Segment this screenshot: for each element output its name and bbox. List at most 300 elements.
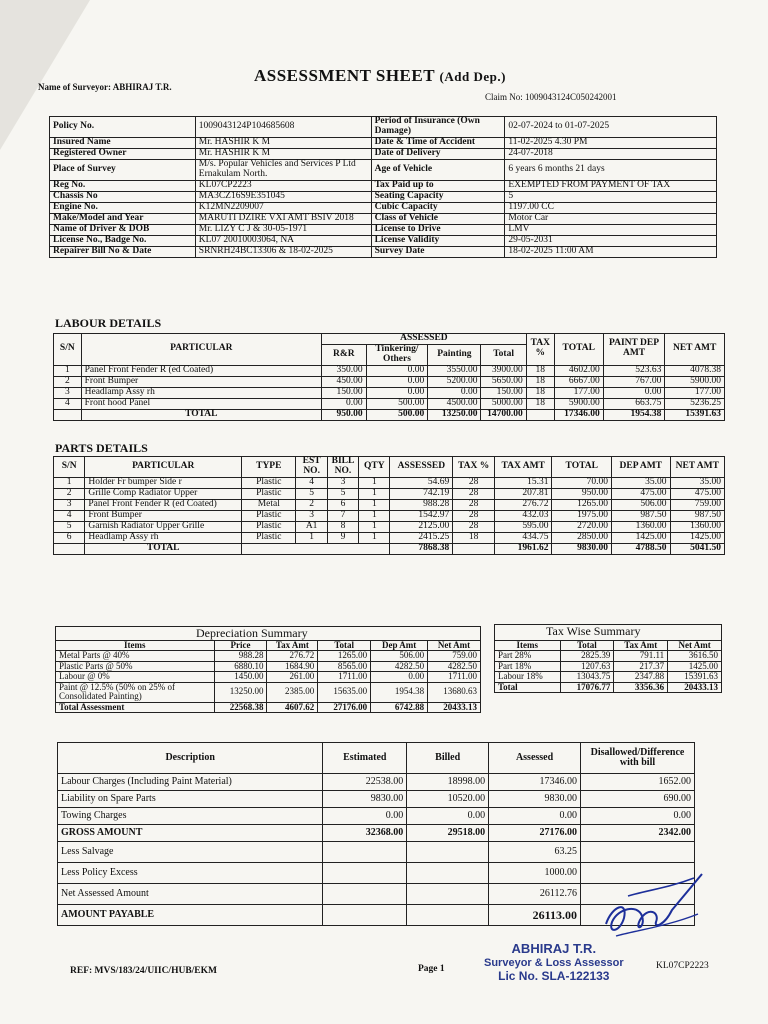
parts-cell: 3 [327, 477, 358, 488]
parts-cell: 1975.00 [552, 510, 612, 521]
dep-col-header: Dep Amt [371, 641, 428, 651]
summary-cell: Less Policy Excess [58, 863, 323, 884]
labour-cell: 1 [54, 365, 82, 376]
summary-cell [407, 884, 489, 905]
parts-cell: 6 [327, 499, 358, 510]
summary-col-header: Assessed [489, 743, 581, 774]
labour-cell: 663.75 [603, 398, 665, 409]
summary-cell: 1652.00 [581, 774, 695, 791]
labour-cell: Front Bumper [81, 376, 321, 387]
summary-cell [323, 884, 407, 905]
labour-total-cell: 17346.00 [554, 409, 603, 420]
parts-cell: 15.31 [494, 477, 551, 488]
labour-col-sn: S/N [54, 334, 82, 366]
labour-cell: 350.00 [321, 365, 366, 376]
info-label-left: Place of Survey [50, 159, 196, 180]
dep-col-header: Total [318, 641, 371, 651]
summary-cell: 63.25 [489, 842, 581, 863]
info-label-left: License No., Badge No. [50, 235, 196, 246]
parts-cell: Grille Comp Radiator Upper [85, 488, 242, 499]
summary-cell: 32368.00 [323, 825, 407, 842]
labour-col-rr: R&R [321, 344, 366, 365]
dep-col-header: Price [214, 641, 267, 651]
depreciation-summary-caption: Depreciation Summary [196, 626, 308, 640]
parts-cell: Plastic [242, 510, 296, 521]
info-value-left: Mr. LIZY C J & 30-05-1971 [195, 224, 371, 235]
info-value-left: MARUTI DZIRE VXI AMT BSIV 2018 [195, 213, 371, 224]
labour-cell: Panel Front Fender R (ed Coated) [81, 365, 321, 376]
summary-cell: 29518.00 [407, 825, 489, 842]
tax-row [495, 672, 722, 682]
labour-col-net: NET AMT [665, 334, 725, 366]
summary-cell: 0.00 [489, 808, 581, 825]
dep-cell: 1684.90 [267, 661, 318, 671]
depreciation-summary-table [55, 640, 481, 713]
parts-cell: 2125.00 [390, 521, 453, 532]
dep-cell: 20433.13 [428, 702, 481, 712]
info-label-right: Age of Vehicle [371, 159, 505, 180]
parts-total-spacer [242, 543, 390, 554]
dep-cell: 1711.00 [428, 672, 481, 682]
labour-col-tinkering: Tinkering/ Others [366, 344, 428, 365]
dep-cell: 6742.88 [371, 702, 428, 712]
summary-cell: 2342.00 [581, 825, 695, 842]
info-label-right: Class of Vehicle [371, 213, 505, 224]
info-row [50, 180, 717, 191]
labour-cell: 3900.00 [481, 365, 526, 376]
info-value-right: LMV [505, 224, 717, 235]
parts-col-header: TAX AMT [494, 457, 551, 478]
dep-cell: 4282.50 [371, 661, 428, 671]
parts-cell: 28 [453, 521, 495, 532]
info-value-right: 1197.00 CC [505, 202, 717, 213]
parts-row [54, 477, 725, 488]
stamp-license: Lic No. SLA-122133 [498, 968, 610, 983]
parts-cell: 1425.00 [670, 532, 724, 543]
dep-row [56, 661, 481, 671]
parts-cell: Plastic [242, 521, 296, 532]
labour-col-assessed: ASSESSED [321, 334, 526, 345]
parts-cell: 18 [453, 532, 495, 543]
dep-cell: 6880.10 [214, 661, 267, 671]
parts-cell: 1 [296, 532, 327, 543]
dep-cell: 13680.63 [428, 682, 481, 702]
tax-cell: 13043.75 [560, 672, 614, 682]
labour-total-cell: 1954.38 [603, 409, 665, 420]
dep-cell: 506.00 [371, 651, 428, 661]
summary-row [58, 791, 695, 808]
summary-col-header: Billed [407, 743, 489, 774]
info-label-left: Policy No. [50, 117, 196, 138]
info-value-right: Motor Car [505, 213, 717, 224]
dep-cell: Labour @ 0% [56, 672, 215, 682]
parts-cell: 759.00 [670, 499, 724, 510]
tax-cell: Labour 18% [495, 672, 561, 682]
summary-cell: 0.00 [581, 808, 695, 825]
tax-col-header: Net Amt [668, 641, 722, 651]
info-row [50, 213, 717, 224]
parts-cell: 276.72 [494, 499, 551, 510]
parts-cell: 28 [453, 510, 495, 521]
summary-cell: 0.00 [407, 808, 489, 825]
parts-row [54, 532, 725, 543]
summary-row [58, 774, 695, 791]
dep-cell: 1954.38 [371, 682, 428, 702]
info-label-right: Seating Capacity [371, 191, 505, 202]
info-label-left: Chassis No [50, 191, 196, 202]
dep-cell: 276.72 [267, 651, 318, 661]
surveyor-stamp [484, 942, 624, 983]
labour-cell: 3 [54, 387, 82, 398]
tax-cell: 1207.63 [560, 661, 614, 671]
info-row [50, 235, 717, 246]
info-label-left: Reg No. [50, 180, 196, 191]
labour-total-blank [54, 409, 82, 420]
summary-cell: Less Salvage [58, 842, 323, 863]
labour-col-painting: Painting [428, 344, 481, 365]
parts-col-header: S/N [54, 457, 85, 478]
dep-cell: 27176.00 [318, 702, 371, 712]
labour-row [54, 387, 725, 398]
parts-cell: 7 [327, 510, 358, 521]
labour-cell: 4 [54, 398, 82, 409]
parts-col-header: TYPE [242, 457, 296, 478]
summary-cell: 9830.00 [489, 791, 581, 808]
parts-cell: 1265.00 [552, 499, 612, 510]
tax-cell: Part 28% [495, 651, 561, 661]
info-label-left: Insured Name [50, 137, 196, 148]
info-label-left: Make/Model and Year [50, 213, 196, 224]
tax-cell: 3356.36 [614, 682, 668, 692]
labour-cell: 2 [54, 376, 82, 387]
parts-cell: 1360.00 [670, 521, 724, 532]
dep-row [56, 682, 481, 702]
summary-cell: 17346.00 [489, 774, 581, 791]
tax-cell: 20433.13 [668, 682, 722, 692]
info-value-right: 02-07-2024 to 01-07-2025 [505, 117, 717, 138]
dep-cell: 759.00 [428, 651, 481, 661]
parts-total-tax-blank [453, 543, 495, 554]
dep-cell: 2385.00 [267, 682, 318, 702]
summary-cell [407, 863, 489, 884]
labour-col-tax: TAX % [526, 334, 554, 366]
labour-cell: 523.63 [603, 365, 665, 376]
summary-col-header: Description [58, 743, 323, 774]
summary-cell [581, 842, 695, 863]
summary-cell [323, 905, 407, 926]
info-value-right: EXEMPTED FROM PAYMENT OF TAX [505, 180, 717, 191]
dep-cell: 1265.00 [318, 651, 371, 661]
parts-cell: 35.00 [612, 477, 671, 488]
parts-cell: 1425.00 [612, 532, 671, 543]
info-label-right: Cubic Capacity [371, 202, 505, 213]
labour-total-label: TOTAL [81, 409, 321, 420]
tax-cell: 1425.00 [668, 661, 722, 671]
parts-cell: 2850.00 [552, 532, 612, 543]
parts-cell: 2 [54, 488, 85, 499]
parts-cell: 950.00 [552, 488, 612, 499]
labour-total-cell [526, 409, 554, 420]
dep-cell: Metal Parts @ 40% [56, 651, 215, 661]
stamp-role: Surveyor & Loss Assessor [484, 956, 624, 969]
info-value-left: SRNRH24BC13306 & 18-02-2025 [195, 246, 371, 257]
info-value-left: M/s. Popular Vehicles and Services P Ltd Ernakulam North. [195, 159, 371, 180]
parts-row [54, 488, 725, 499]
parts-cell: 2720.00 [552, 521, 612, 532]
info-row [50, 137, 717, 148]
parts-cell: 70.00 [552, 477, 612, 488]
parts-total-row [54, 543, 725, 554]
dep-row [56, 672, 481, 682]
parts-cell: 1 [359, 499, 390, 510]
parts-cell: 1 [359, 477, 390, 488]
parts-cell: 2415.25 [390, 532, 453, 543]
dep-total-row [56, 702, 481, 712]
info-value-right: 11-02-2025 4.30 PM [505, 137, 717, 148]
tax-cell: 3616.50 [668, 651, 722, 661]
labour-cell: 0.00 [321, 398, 366, 409]
claim-number: Claim No: 1009043124C050242001 [485, 92, 617, 102]
tax-cell: 2347.88 [614, 672, 668, 682]
labour-total-row [54, 409, 725, 420]
summary-row [58, 808, 695, 825]
labour-cell: 0.00 [366, 376, 428, 387]
labour-cell: 500.00 [366, 398, 428, 409]
parts-cell: 475.00 [670, 488, 724, 499]
dep-cell: 22568.38 [214, 702, 267, 712]
info-label-right: Period of Insurance (Own Damage) [371, 117, 505, 138]
dep-col-header: Net Amt [428, 641, 481, 651]
labour-cell: 177.00 [665, 387, 725, 398]
labour-cell: 4602.00 [554, 365, 603, 376]
parts-cell: 3 [296, 510, 327, 521]
dep-cell: 8565.00 [318, 661, 371, 671]
depreciation-caption-box [55, 626, 481, 640]
info-value-left: Mr. HASHIR K M [195, 148, 371, 159]
dep-cell: Plastic Parts @ 50% [56, 661, 215, 671]
parts-col-header: BILL NO. [327, 457, 358, 478]
summary-col-header: Disallowed/Difference with bill [581, 743, 695, 774]
parts-cell: 432.03 [494, 510, 551, 521]
parts-cell: 5 [327, 488, 358, 499]
parts-cell: 35.00 [670, 477, 724, 488]
tax-col-header: Tax Amt [614, 641, 668, 651]
stamp-name: ABHIRAJ T.R. [511, 941, 597, 956]
summary-cell: 18998.00 [407, 774, 489, 791]
tax-cell: Total [495, 682, 561, 692]
summary-cell: 9830.00 [323, 791, 407, 808]
summary-cell [323, 842, 407, 863]
summary-cell: AMOUNT PAYABLE [58, 905, 323, 926]
dep-cell: 261.00 [267, 672, 318, 682]
labour-details-heading: LABOUR DETAILS [55, 316, 162, 330]
info-label-left: Repairer Bill No & Date [50, 246, 196, 257]
parts-cell: 1 [359, 510, 390, 521]
parts-cell: 1 [359, 521, 390, 532]
labour-cell: 18 [526, 365, 554, 376]
info-label-left: Registered Owner [50, 148, 196, 159]
dep-col-header: Tax Amt [267, 641, 318, 651]
summary-cell: Liability on Spare Parts [58, 791, 323, 808]
signature-icon [598, 866, 708, 946]
summary-row [58, 825, 695, 842]
dep-cell: 15635.00 [318, 682, 371, 702]
labour-cell: 0.00 [366, 365, 428, 376]
parts-cell: A1 [296, 521, 327, 532]
info-value-left: MA3CZ16S9E351045 [195, 191, 371, 202]
labour-total-cell: 950.00 [321, 409, 366, 420]
dep-cell: Paint @ 12.5% (50% on 25% of Consolidated Painting) [56, 682, 215, 702]
parts-cell: 9 [327, 532, 358, 543]
tax-cell: Part 18% [495, 661, 561, 671]
parts-col-header: TOTAL [552, 457, 612, 478]
info-label-right: Survey Date [371, 246, 505, 257]
labour-cell: Front hood Panel [81, 398, 321, 409]
parts-col-header: ASSESSED [390, 457, 453, 478]
summary-cell: Towing Charges [58, 808, 323, 825]
dep-col-header: Items [56, 641, 215, 651]
summary-cell: Labour Charges (Including Paint Material) [58, 774, 323, 791]
labour-cell: 4500.00 [428, 398, 481, 409]
tax-row [495, 661, 722, 671]
parts-details-table [53, 456, 725, 555]
dep-cell: Total Assessment [56, 702, 215, 712]
summary-col-header: Estimated [323, 743, 407, 774]
labour-cell: 5650.00 [481, 376, 526, 387]
summary-cell [407, 842, 489, 863]
tax-summary-table [494, 640, 722, 693]
parts-cell: 506.00 [612, 499, 671, 510]
labour-cell: 0.00 [428, 387, 481, 398]
parts-cell: 742.19 [390, 488, 453, 499]
info-label-right: License to Drive [371, 224, 505, 235]
info-value-left: KL07CP2223 [195, 180, 371, 191]
labour-col-particular: PARTICULAR [81, 334, 321, 366]
info-label-right: Tax Paid up to [371, 180, 505, 191]
parts-col-header: NET AMT [670, 457, 724, 478]
dep-cell: 988.28 [214, 651, 267, 661]
parts-cell: 987.50 [612, 510, 671, 521]
parts-cell: Headlamp Assy rh [85, 532, 242, 543]
info-label-right: Date of Delivery [371, 148, 505, 159]
info-value-right: 18-02-2025 11:00 AM [505, 246, 717, 257]
labour-cell: 767.00 [603, 376, 665, 387]
parts-col-header: TAX % [453, 457, 495, 478]
parts-cell: 3 [54, 499, 85, 510]
labour-col-total: TOTAL [554, 334, 603, 366]
labour-cell: 5200.00 [428, 376, 481, 387]
dep-row [56, 651, 481, 661]
tax-col-header: Items [495, 641, 561, 651]
tax-cell: 217.37 [614, 661, 668, 671]
parts-col-header: QTY [359, 457, 390, 478]
parts-cell: 1542.97 [390, 510, 453, 521]
parts-cell: 28 [453, 477, 495, 488]
info-value-right: 5 [505, 191, 717, 202]
parts-details-heading: PARTS DETAILS [55, 441, 148, 455]
labour-col-assessed-total: Total [481, 344, 526, 365]
info-row [50, 191, 717, 202]
info-row [50, 224, 717, 235]
info-label-right: License Validity [371, 235, 505, 246]
parts-cell: 475.00 [612, 488, 671, 499]
summary-row [58, 842, 695, 863]
vehicle-info-table [49, 116, 717, 258]
info-row [50, 148, 717, 159]
parts-total-cell: 9830.00 [552, 543, 612, 554]
labour-row [54, 398, 725, 409]
labour-cell: 18 [526, 387, 554, 398]
dep-cell: 1711.00 [318, 672, 371, 682]
tax-col-header: Total [560, 641, 614, 651]
parts-total-label: TOTAL [85, 543, 242, 554]
labour-cell: Headlamp Assy rh [81, 387, 321, 398]
info-row [50, 159, 717, 180]
labour-total-cell: 13250.00 [428, 409, 481, 420]
labour-row [54, 365, 725, 376]
summary-cell: GROSS AMOUNT [58, 825, 323, 842]
summary-cell [323, 863, 407, 884]
labour-cell: 450.00 [321, 376, 366, 387]
labour-total-cell: 14700.00 [481, 409, 526, 420]
parts-cell: Garnish Radiator Upper Grille [85, 521, 242, 532]
parts-row [54, 521, 725, 532]
summary-cell: 26112.76 [489, 884, 581, 905]
parts-cell: 4 [296, 477, 327, 488]
labour-cell: 150.00 [481, 387, 526, 398]
info-value-left: Mr. HASHIR K M [195, 137, 371, 148]
tax-cell: 2825.39 [560, 651, 614, 661]
labour-cell: 6667.00 [554, 376, 603, 387]
summary-cell: 0.00 [323, 808, 407, 825]
parts-total-cell: 5041.50 [670, 543, 724, 554]
labour-cell: 5236.25 [665, 398, 725, 409]
parts-row [54, 510, 725, 521]
labour-cell: 4078.38 [665, 365, 725, 376]
parts-cell: 1 [54, 477, 85, 488]
info-value-left: KL07 20010003064, NA [195, 235, 371, 246]
labour-cell: 0.00 [603, 387, 665, 398]
parts-cell: Metal [242, 499, 296, 510]
labour-col-paint-dep: PAINT DEP AMT [603, 334, 665, 366]
parts-cell: Plastic [242, 477, 296, 488]
parts-cell: 4 [54, 510, 85, 521]
labour-cell: 5900.00 [665, 376, 725, 387]
info-row [50, 246, 717, 257]
page-title [254, 66, 506, 86]
info-value-right: 24-07-2018 [505, 148, 717, 159]
info-row [50, 117, 717, 138]
tax-cell: 791.11 [614, 651, 668, 661]
parts-cell: 5 [296, 488, 327, 499]
parts-cell: 6 [54, 532, 85, 543]
parts-col-header: EST NO. [296, 457, 327, 478]
dep-cell: 4282.50 [428, 661, 481, 671]
parts-cell: 434.75 [494, 532, 551, 543]
parts-cell: 1360.00 [612, 521, 671, 532]
tax-cell: 17076.77 [560, 682, 614, 692]
parts-cell: 28 [453, 499, 495, 510]
info-row [50, 202, 717, 213]
reference-number: REF: MVS/183/24/UIIC/HUB/EKM [70, 966, 217, 976]
labour-cell: 0.00 [366, 387, 428, 398]
parts-col-header: PARTICULAR [85, 457, 242, 478]
info-value-right: 6 years 6 months 21 days [505, 159, 717, 180]
parts-cell: 988.28 [390, 499, 453, 510]
parts-cell: 1 [359, 488, 390, 499]
parts-cell: Plastic [242, 532, 296, 543]
parts-cell: 54.69 [390, 477, 453, 488]
